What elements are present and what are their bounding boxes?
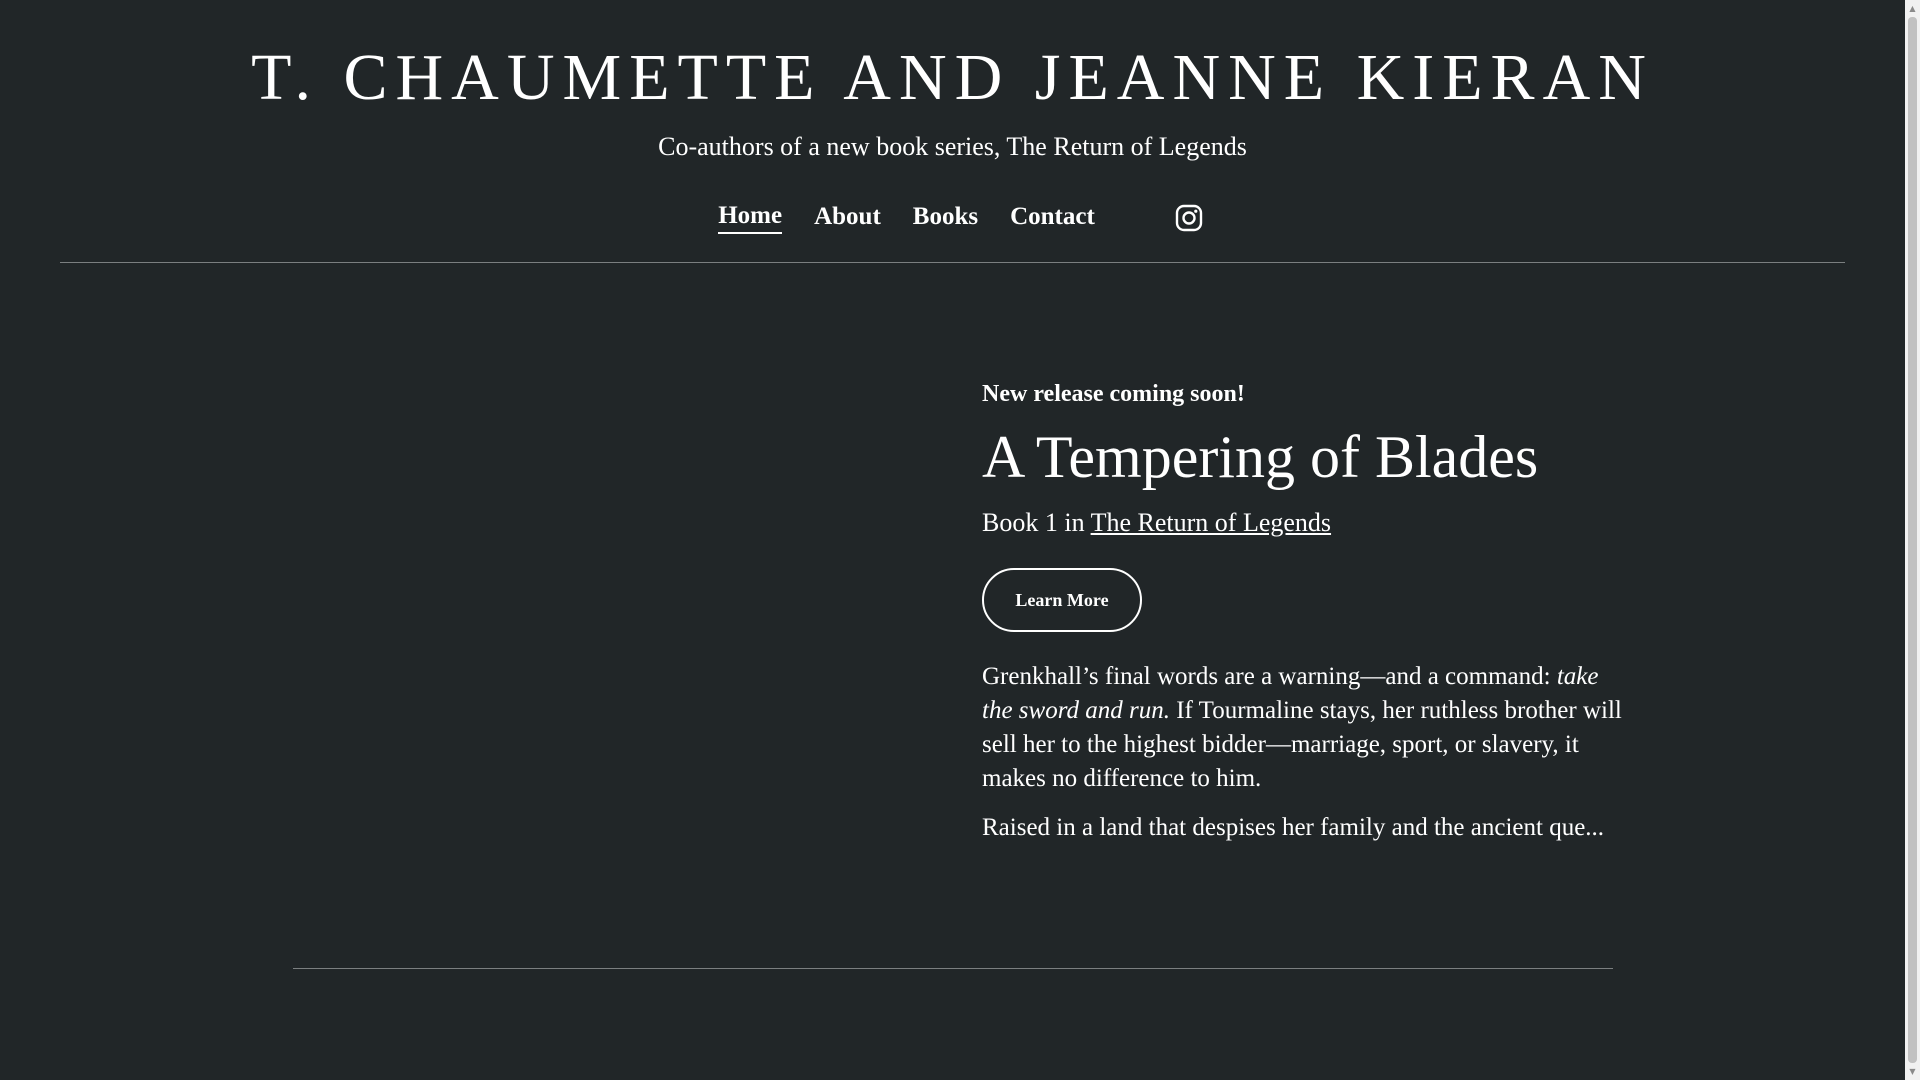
series-link[interactable]: The Return of Legends [1090, 508, 1332, 537]
featured-book [982, 380, 1622, 860]
nav-about[interactable]: About [814, 203, 881, 230]
release-eyebrow: New release coming soon! [982, 381, 1245, 407]
main-nav [0, 198, 1905, 238]
nav-books[interactable]: Books [912, 203, 979, 230]
book-blurb [982, 660, 1622, 845]
blurb-paragraph [982, 660, 1622, 796]
book-title: A Tempering of Blades [982, 424, 1539, 490]
scroll-down-arrow-icon[interactable]: ▼ [1909, 1067, 1916, 1076]
blurb-p1-start: Grenkhall’s final words are a warning—and a command: [982, 663, 1557, 690]
series-prefix: Book 1 in [982, 508, 1091, 537]
site-tagline: Co-authors of a new book series, The Return of Legends [658, 132, 1247, 161]
series-line [982, 508, 1622, 538]
blurb-p1-italic: take the sword and run. [982, 663, 1599, 724]
nav-contact[interactable]: Contact [1010, 203, 1095, 230]
instagram-icon[interactable] [1175, 204, 1203, 232]
section-divider [293, 968, 1613, 969]
site-header [0, 0, 1905, 238]
site-title[interactable]: T. CHAUMETTE AND JEANNE KIERAN [251, 41, 1654, 114]
blurb-paragraph-2: Raised in a land that despises her family and the ancient que... [982, 814, 1605, 841]
header-divider [60, 262, 1845, 263]
blurb-p1-end: If Tourmaline stays, her ruthless brother will sell her to the highest bidder—marriage, sport, or slavery, it makes no difference to him. [982, 697, 1622, 792]
nav-home[interactable]: Home [718, 202, 782, 234]
scroll-up-arrow-icon[interactable]: ▲ [1909, 4, 1916, 13]
scrollbar-thumb[interactable] [1908, 17, 1917, 1063]
vertical-scrollbar[interactable] [1905, 0, 1920, 1080]
learn-more-button[interactable]: Learn More [982, 568, 1142, 632]
